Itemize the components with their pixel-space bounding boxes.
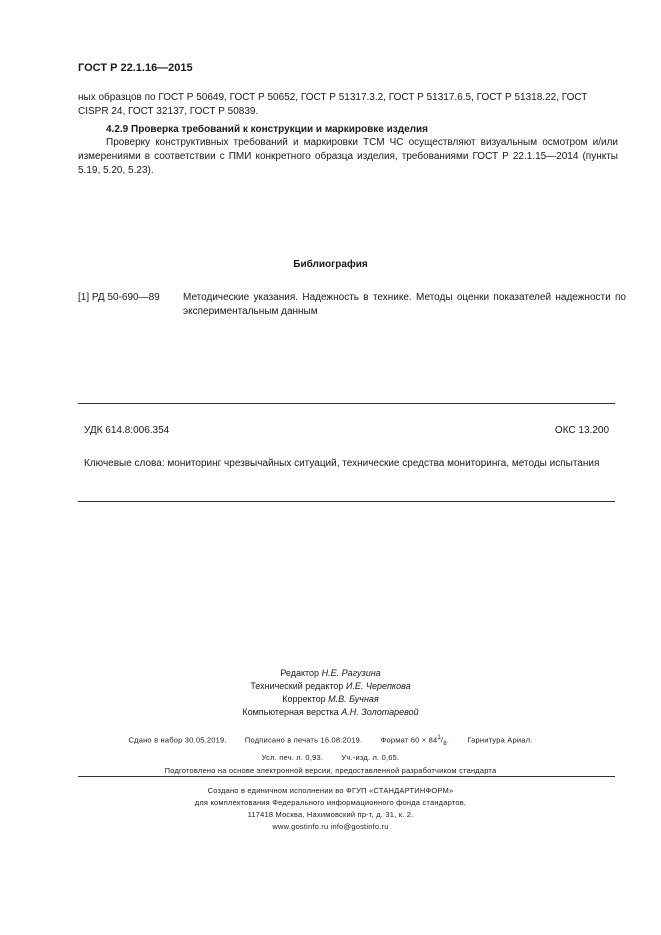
bibliography-item-number: [1] РД 50-690—89	[78, 292, 160, 303]
credits-block	[0, 667, 661, 719]
publisher-line-2: для комплектования Федерального информационного фонда стандартов,	[194, 798, 467, 807]
bibliography-title: Библиография	[293, 259, 368, 270]
divider-bottom	[78, 501, 615, 502]
layout-line: Компьютерная верстка А.Н. Золотаревой	[242, 707, 419, 717]
body-paragraph: Проверку конструктивных требований и маркировки ТСМ ЧС осуществляют визуальным осмотром и/или измерениями в соответствии с ПМИ конкретного образца изделия, требованиями ГОСТ Р 22.1.15—2014 (пункты 5.19, 5.20, 5.23).	[78, 137, 618, 176]
publisher-website-link[interactable]: www.gostinfo.ru	[272, 822, 329, 831]
publisher-block	[0, 785, 661, 833]
section-heading: 4.2.9 Проверка требований к конструкции и маркировке изделия	[106, 124, 428, 135]
body-paragraph-continued: ных образцов по ГОСТ Р 50649, ГОСТ Р 50652, ГОСТ Р 51317.3.2, ГОСТ Р 51317.6.5, ГОСТ Р 51318.22, ГОСТ CISPR 24, ГОСТ 32137, ГОСТ Р 50839.	[78, 92, 588, 117]
editor-line: Редактор Н.Е. Рагузина	[280, 668, 381, 678]
print-info-block	[0, 732, 661, 777]
print-info-line-1: Сдано в набор 30.05.2019. Подписано в печать 16.08.2019. Формат $60 \times 84^1/_8$. Гарнитура Ариал.	[128, 735, 533, 747]
publisher-email-link[interactable]: info@gostinfo.ru	[330, 822, 389, 831]
divider-top	[78, 403, 615, 404]
prepared-note: Подготовлено на основе электронной версии, предоставленной разработчиком стандарта	[164, 766, 497, 775]
print-info-line-2: Усл. печ. л. 0,93. Уч.-изд. л. 0,65.	[261, 753, 400, 762]
udc-code: УДК 614.8:006.354	[84, 425, 170, 436]
publisher-contacts	[0, 821, 661, 833]
document-code-header: ГОСТ Р 22.1.16—2015	[78, 62, 193, 74]
oks-code: ОКС 13.200	[554, 425, 609, 436]
publisher-line-1: Создано в единичном исполнении во ФГУП «СТАНДАРТИНФОРМ»	[207, 786, 454, 795]
bibliography-item-text: Методические указания. Надежность в технике. Методы оценки показателей надежности по экспериментальным данным	[183, 292, 626, 317]
tech-editor-line: Технический редактор И.Е. Черепкова	[250, 681, 411, 691]
publisher-address: 117418 Москва, Нахимовский пр-т, д. 31, к. 2.	[247, 810, 414, 819]
divider-publisher	[78, 776, 615, 777]
keywords: Ключевые слова: мониторинг чрезвычайных ситуаций, технические средства мониторинга, методы испытания	[84, 458, 600, 469]
corrector-line: Корректор М.В. Бучная	[282, 694, 379, 704]
